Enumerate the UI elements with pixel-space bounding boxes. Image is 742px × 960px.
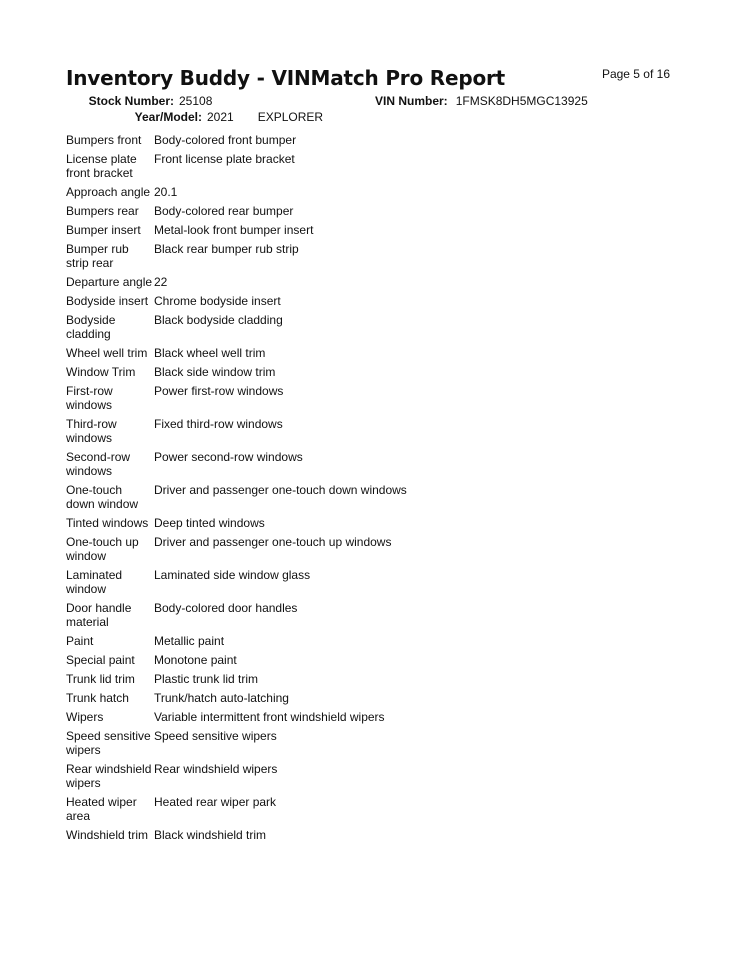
spec-value: Power second-row windows bbox=[154, 450, 303, 464]
spec-label: Tinted windows bbox=[66, 516, 149, 530]
spec-value: Power first-row windows bbox=[154, 384, 284, 398]
spec-value: Driver and passenger one-touch up windows bbox=[154, 535, 392, 549]
spec-label: Bumpers front bbox=[66, 133, 142, 147]
spec-row bbox=[66, 132, 407, 151]
spec-label: Bumper insert bbox=[66, 223, 141, 237]
spec-row bbox=[66, 600, 407, 633]
spec-label: Wipers bbox=[66, 710, 104, 724]
spec-label: Door handle material bbox=[66, 601, 132, 629]
spec-value: 20.1 bbox=[154, 185, 178, 199]
spec-value: Deep tinted windows bbox=[154, 516, 265, 530]
spec-label: Speed sensitive wipers bbox=[66, 729, 151, 757]
spec-label: Trunk hatch bbox=[66, 691, 129, 705]
spec-row bbox=[66, 728, 407, 761]
spec-row bbox=[66, 827, 407, 846]
spec-row bbox=[66, 222, 407, 241]
spec-value: Body-colored front bumper bbox=[154, 133, 297, 147]
spec-value: Fixed third-row windows bbox=[154, 417, 283, 431]
spec-row bbox=[66, 482, 407, 515]
spec-row bbox=[66, 151, 407, 184]
spec-value: Speed sensitive wipers bbox=[154, 729, 277, 743]
spec-row bbox=[66, 383, 407, 416]
spec-value: Monotone paint bbox=[154, 653, 237, 667]
spec-label: License plate front bracket bbox=[66, 152, 137, 180]
spec-row bbox=[66, 761, 407, 794]
spec-label: Wheel well trim bbox=[66, 346, 148, 360]
spec-label: Laminated window bbox=[66, 568, 123, 596]
spec-row bbox=[66, 184, 407, 203]
spec-row bbox=[66, 690, 407, 709]
spec-row bbox=[66, 345, 407, 364]
spec-label: One-touch up window bbox=[66, 535, 139, 563]
spec-value: 22 bbox=[154, 275, 168, 289]
spec-value: Front license plate bracket bbox=[154, 152, 295, 166]
spec-row bbox=[66, 534, 407, 567]
spec-label: Heated wiper area bbox=[66, 795, 137, 823]
spec-value: Black windshield trim bbox=[154, 828, 267, 842]
spec-row bbox=[66, 794, 407, 827]
spec-value: Rear windshield wipers bbox=[154, 762, 278, 776]
spec-value: Black rear bumper rub strip bbox=[154, 242, 299, 256]
model-value: EXPLORER bbox=[257, 110, 324, 124]
spec-row bbox=[66, 274, 407, 293]
spec-label: Special paint bbox=[66, 653, 135, 667]
spec-row bbox=[66, 203, 407, 222]
spec-label: Bumper rub strip rear bbox=[66, 242, 129, 270]
spec-label: Bodyside cladding bbox=[66, 313, 116, 341]
spec-label: One-touch down window bbox=[66, 483, 139, 511]
spec-label: Bodyside insert bbox=[66, 294, 149, 308]
report-title: Inventory Buddy - VINMatch Pro Report bbox=[66, 66, 506, 90]
spec-row bbox=[66, 709, 407, 728]
spec-value: Laminated side window glass bbox=[154, 568, 311, 582]
stock-number-label: Stock Number: bbox=[88, 94, 174, 108]
spec-label: Second-row windows bbox=[66, 450, 131, 478]
spec-row bbox=[66, 416, 407, 449]
spec-row bbox=[66, 449, 407, 482]
spec-value: Plastic trunk lid trim bbox=[154, 672, 259, 686]
spec-label: Window Trim bbox=[66, 365, 136, 379]
spec-value: Metallic paint bbox=[154, 634, 225, 648]
spec-value: Black wheel well trim bbox=[154, 346, 266, 360]
spec-row bbox=[66, 364, 407, 383]
spec-value: Body-colored rear bumper bbox=[154, 204, 294, 218]
spec-table bbox=[66, 132, 407, 846]
spec-row bbox=[66, 567, 407, 600]
spec-row bbox=[66, 633, 407, 652]
spec-row bbox=[66, 241, 407, 274]
spec-label: Trunk lid trim bbox=[66, 672, 135, 686]
spec-value: Heated rear wiper park bbox=[154, 795, 277, 809]
spec-value: Driver and passenger one-touch down windows bbox=[154, 483, 407, 497]
vin-number-label: VIN Number: bbox=[375, 94, 448, 108]
spec-label: Rear windshield wipers bbox=[66, 762, 152, 790]
vin-number-row bbox=[375, 94, 588, 108]
spec-value: Black side window trim bbox=[154, 365, 276, 379]
spec-label: Approach angle bbox=[66, 185, 151, 199]
spec-label: Paint bbox=[66, 634, 94, 648]
spec-value: Metal-look front bumper insert bbox=[154, 223, 314, 237]
year-value: 2021 bbox=[207, 110, 234, 124]
spec-value: Body-colored door handles bbox=[154, 601, 298, 615]
spec-label: First-row windows bbox=[66, 384, 113, 412]
year-model-row bbox=[0, 110, 323, 124]
year-model-label: Year/Model: bbox=[134, 110, 202, 124]
spec-row bbox=[66, 312, 407, 345]
spec-value: Trunk/hatch auto-latching bbox=[154, 691, 289, 705]
spec-value: Chrome bodyside insert bbox=[154, 294, 281, 308]
spec-label: Bumpers rear bbox=[66, 204, 139, 218]
page-number: Page 5 of 16 bbox=[601, 67, 670, 81]
stock-number-row bbox=[0, 94, 212, 108]
spec-row bbox=[66, 671, 407, 690]
spec-row bbox=[66, 652, 407, 671]
spec-label: Windshield trim bbox=[66, 828, 149, 842]
spec-label: Departure angle bbox=[66, 275, 153, 289]
vin-number-value: 1FMSK8DH5MGC13925 bbox=[455, 94, 588, 108]
stock-number-value: 25108 bbox=[179, 94, 213, 108]
spec-value: Variable intermittent front windshield wipers bbox=[154, 710, 385, 724]
spec-value: Black bodyside cladding bbox=[154, 313, 283, 327]
spec-label: Third-row windows bbox=[66, 417, 117, 445]
spec-row bbox=[66, 293, 407, 312]
spec-row bbox=[66, 515, 407, 534]
